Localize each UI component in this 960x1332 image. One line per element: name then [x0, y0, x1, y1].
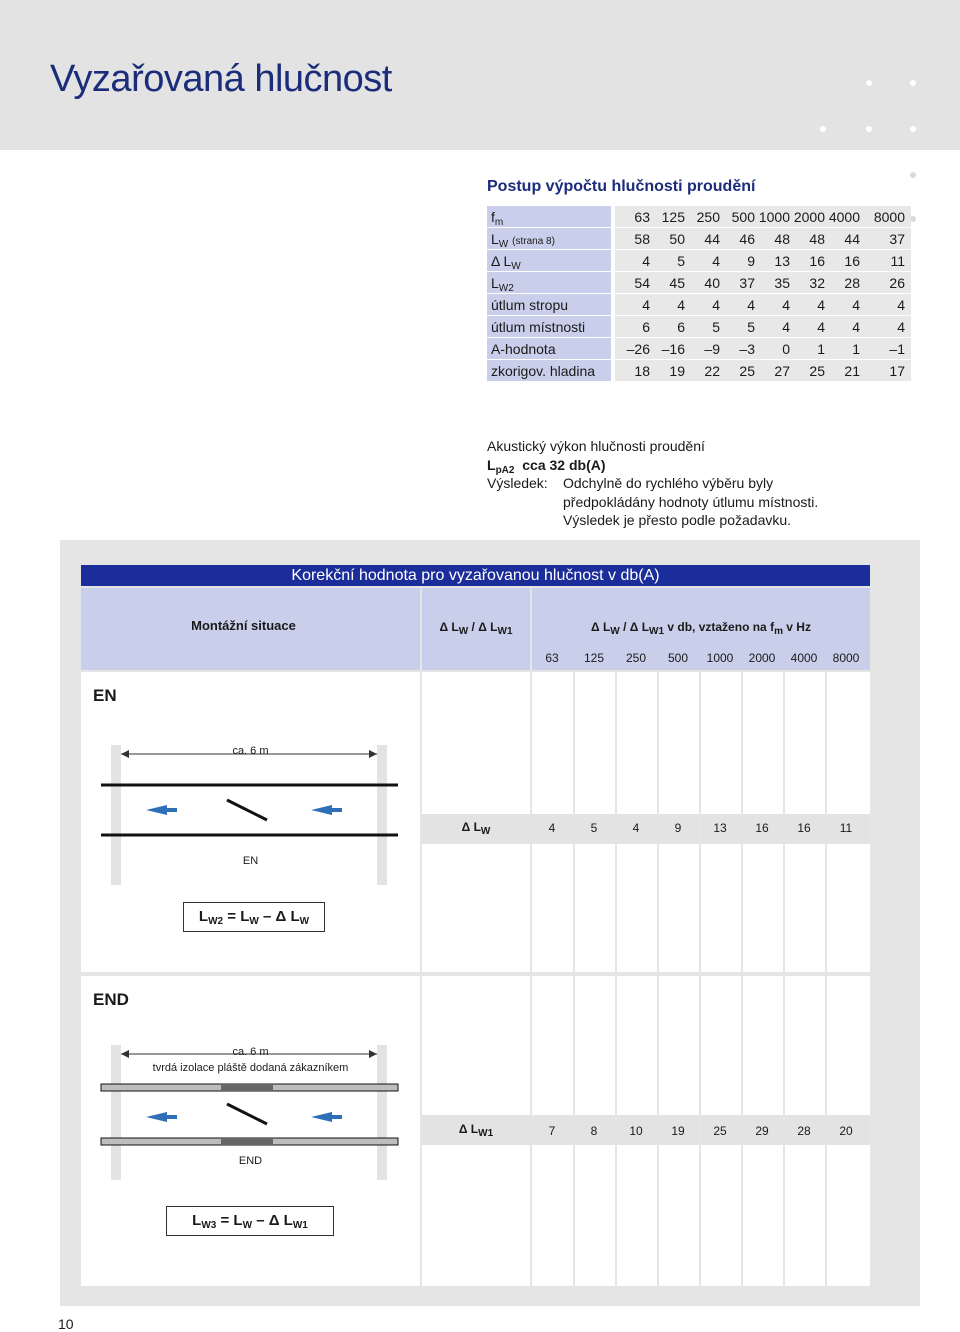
calc-row-label: Δ $L_W$ — [487, 250, 611, 272]
calc-row — [487, 338, 911, 360]
freq-label: 250 — [625, 651, 647, 665]
column-separator — [825, 672, 827, 972]
calc-row-label: útlum místnosti — [487, 316, 611, 338]
calc-title: Postup výpočtu hlučnosti proudění — [487, 178, 756, 195]
calc-cell: 37 — [720, 272, 755, 294]
calc-cell: –3 — [720, 338, 755, 360]
calc-cell: 125 — [650, 206, 685, 228]
calc-cell: –9 — [685, 338, 720, 360]
calc-cell: 500 — [720, 206, 755, 228]
calc-row — [487, 316, 911, 338]
calc-cell: 25 — [720, 360, 755, 382]
calc-cell: 54 — [615, 272, 650, 294]
en-duct-diagram — [81, 740, 420, 890]
en-formula: $L_{W2} = L_W - \Delta$ $L_W$ — [183, 902, 325, 932]
calc-row-label: $L_{W2}$ — [487, 272, 611, 294]
page-title: Vyzařovaná hlučnost — [50, 58, 392, 100]
end-insulation-note: tvrdá izolace pláště dodaná zákazníkem — [152, 1062, 349, 1074]
calc-cell: 21 — [825, 360, 860, 382]
page-number: 10 — [58, 1316, 74, 1332]
calc-cell: 22 — [685, 360, 720, 382]
calc-cell: 4 — [755, 316, 790, 338]
calc-cell: 48 — [790, 228, 825, 250]
calc-cell: 16 — [825, 250, 860, 272]
delta-header-label: Δ $L_W$ / Δ $L_{W1}$ — [439, 620, 513, 637]
section-end-label: END — [93, 990, 129, 1009]
correction-value: 28 — [797, 1124, 811, 1138]
calc-cell: 1 — [825, 338, 860, 360]
calc-cell: 17 — [860, 360, 911, 382]
correction-value: 10 — [629, 1124, 643, 1138]
calc-row-label: zkorigov. hladina — [487, 360, 611, 382]
column-separator — [699, 672, 701, 972]
correction-value: 20 — [839, 1124, 853, 1138]
calc-row — [487, 250, 911, 272]
calc-row — [487, 360, 911, 382]
calc-cell: 37 — [860, 228, 911, 250]
calc-cell: 4 — [790, 294, 825, 316]
calc-cell: 28 — [825, 272, 860, 294]
result-heading: Akustický výkon hlučnosti proudění — [487, 438, 705, 454]
lpa-line: $L_{pA2}$ cca 32 db(A) — [487, 456, 606, 476]
calc-row-label: $f_m$ — [487, 206, 611, 228]
calc-cell: 58 — [615, 228, 650, 250]
column-separator — [615, 672, 617, 972]
correction-value: 11 — [839, 821, 853, 835]
calc-cell: 1000 — [755, 206, 790, 228]
column-separator — [573, 976, 575, 1286]
calc-cell: 4 — [860, 316, 911, 338]
calc-cell: 4 — [860, 294, 911, 316]
calc-cell: 32 — [790, 272, 825, 294]
dot-icon — [820, 126, 826, 132]
calc-cell: –26 — [615, 338, 650, 360]
calc-cell: 19 — [650, 360, 685, 382]
calc-cell: –16 — [650, 338, 685, 360]
freq-label: 63 — [545, 651, 559, 665]
correction-value: 4 — [632, 821, 640, 835]
dot-icon — [910, 172, 916, 178]
calc-row-label: A-hodnota — [487, 338, 611, 360]
calc-cell: 4 — [825, 294, 860, 316]
freq-header-label: Δ $L_W$ / Δ $L_{W1}$ v db, vztaženo na $f_m$ v Hz — [591, 620, 811, 637]
calc-cell: 27 — [755, 360, 790, 382]
end-dimension-label: ca. 6 m — [232, 1046, 269, 1058]
calc-cell: 250 — [685, 206, 720, 228]
calc-row — [487, 228, 911, 250]
column-separator — [741, 672, 743, 972]
freq-label: 2000 — [748, 651, 776, 665]
calc-cell: 4 — [825, 316, 860, 338]
column-separator — [783, 672, 785, 972]
correction-value: 29 — [755, 1124, 769, 1138]
calc-cell: –1 — [860, 338, 911, 360]
calc-cell: 0 — [755, 338, 790, 360]
situation-header-label: Montážní situace — [191, 618, 296, 633]
column-separator — [741, 976, 743, 1286]
calc-cell: 6 — [650, 316, 685, 338]
en-diagram-label: EN — [242, 855, 259, 867]
section-en-label: EN — [93, 686, 117, 705]
correction-value: 19 — [671, 1124, 685, 1138]
calc-table — [487, 206, 911, 382]
result-block — [487, 437, 907, 530]
column-separator — [657, 672, 659, 972]
column-separator — [825, 976, 827, 1286]
freq-label: 4000 — [790, 651, 818, 665]
calc-cell: 44 — [685, 228, 720, 250]
calc-cell: 13 — [755, 250, 790, 272]
calc-row — [487, 206, 911, 228]
calc-row-label: $L_W$ (strana 8) — [487, 228, 611, 250]
correction-value: 8 — [590, 1124, 598, 1138]
calc-cell: 48 — [755, 228, 790, 250]
result-text: Výsledek: Odchylně do rychlého výběru byly předpokládány hodnoty útlumu místnosti. Výsledek je přesto podle požadavku. — [487, 475, 819, 528]
end-delta-symbol: Δ $L_{W1}$ — [458, 1122, 494, 1139]
calc-cell: 11 — [860, 250, 911, 272]
calc-cell: 6 — [615, 316, 650, 338]
calc-cell: 4 — [685, 250, 720, 272]
calc-cell: 5 — [650, 250, 685, 272]
calc-cell: 35 — [755, 272, 790, 294]
correction-value: 7 — [548, 1124, 556, 1138]
calc-cell: 8000 — [860, 206, 911, 228]
calc-cell: 4 — [615, 250, 650, 272]
freq-label: 125 — [583, 651, 605, 665]
freq-label: 1000 — [706, 651, 734, 665]
column-separator — [615, 976, 617, 1286]
calc-cell: 44 — [825, 228, 860, 250]
calc-cell: 40 — [685, 272, 720, 294]
calc-cell: 4 — [755, 294, 790, 316]
dot-icon — [866, 80, 872, 86]
calc-cell: 5 — [720, 316, 755, 338]
calc-row — [487, 272, 911, 294]
calc-cell: 4000 — [825, 206, 860, 228]
en-dimension-label: ca. 6 m — [232, 745, 269, 757]
correction-value: 25 — [713, 1124, 727, 1138]
calc-cell: 25 — [790, 360, 825, 382]
calc-cell: 4 — [720, 294, 755, 316]
correction-title: Korekční hodnota pro vyzařovanou hlučnost v db(A) — [81, 565, 870, 586]
calc-cell: 2000 — [790, 206, 825, 228]
correction-value: 16 — [755, 821, 769, 835]
dot-icon — [910, 80, 916, 86]
calc-cell: 1 — [790, 338, 825, 360]
calc-cell: 4 — [615, 294, 650, 316]
column-separator — [573, 672, 575, 972]
calc-cell: 18 — [615, 360, 650, 382]
calc-row-label: útlum stropu — [487, 294, 611, 316]
calc-cell: 4 — [650, 294, 685, 316]
calc-cell: 63 — [615, 206, 650, 228]
column-separator — [699, 976, 701, 1286]
correction-value: 13 — [713, 821, 727, 835]
calc-cell: 50 — [650, 228, 685, 250]
calc-cell: 4 — [685, 294, 720, 316]
freq-label: 8000 — [832, 651, 860, 665]
calc-cell: 26 — [860, 272, 911, 294]
calc-cell: 16 — [790, 250, 825, 272]
dot-icon — [866, 126, 872, 132]
calc-cell: 46 — [720, 228, 755, 250]
end-formula: $L_{W3} = L_W - \Delta$ $L_{W1}$ — [166, 1206, 334, 1236]
en-delta-symbol: Δ $L_W$ — [461, 820, 491, 837]
correction-value: 4 — [548, 821, 556, 835]
calc-cell: 9 — [720, 250, 755, 272]
calc-cell: 5 — [685, 316, 720, 338]
calc-row — [487, 294, 911, 316]
column-separator — [657, 976, 659, 1286]
calc-cell: 4 — [790, 316, 825, 338]
correction-value: 16 — [797, 821, 811, 835]
end-diagram-label: END — [238, 1155, 263, 1167]
column-separator — [783, 976, 785, 1286]
freq-label: 500 — [667, 651, 689, 665]
calc-cell: 45 — [650, 272, 685, 294]
correction-value: 5 — [590, 821, 598, 835]
correction-value: 9 — [674, 821, 682, 835]
dot-icon — [910, 126, 916, 132]
